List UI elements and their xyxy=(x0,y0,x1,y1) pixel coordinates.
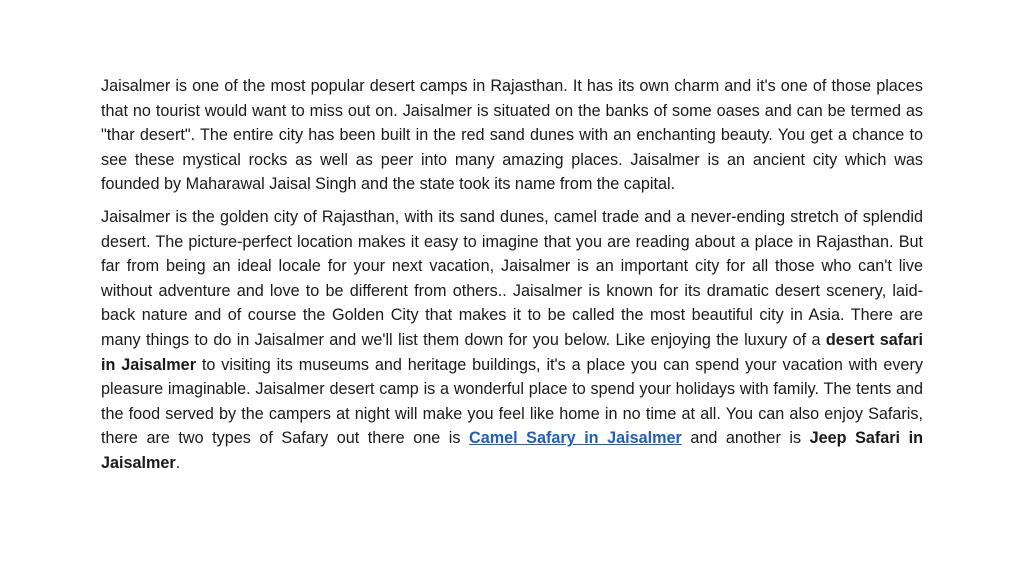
slide-content xyxy=(101,74,923,476)
paragraph-details xyxy=(101,205,923,476)
paragraph-text-1: Jaisalmer is the golden city of Rajasthan, with its sand dunes, camel trade and a never-ending stretch of splendid desert. The picture-perfect location makes it easy to imagine that you are reading about a place in Rajasthan. But far from being an ideal locale for your next vacation, Jaisalmer is an important city for all those who can't live without adventure and love to be different from others.. Jaisalmer is known for its dramatic desert scenery, laid-back nature and of course the Golden City that makes it to be called the most beautiful city in Asia. There are many things to do in Jaisalmer and we'll list them down for you below. Like enjoying the luxury of a xyxy=(101,207,923,349)
paragraph-text-3: and another is xyxy=(681,429,810,448)
desert-safari-phrase: desert safari in Jaisalmer xyxy=(101,330,924,374)
paragraph-text-2: to visiting its museums and heritage buildings, it's a place you can spend your vacation with every pleasure imaginable. Jaisalmer desert camp is a wonderful place to spend your holidays with family. The tents and the food served by the campers at night will make you feel like home in no time at all. You can also enjoy Safaris, there are two types of Safary out there one is xyxy=(101,355,923,448)
paragraph-intro: Jaisalmer is one of the most popular desert camps in Rajasthan. It has its own charm and it's one of those places that no tourist would want to miss out on. Jaisalmer is situated on the banks of some oases and can be termed as "thar desert". The entire city has been built in the red sand dunes with an enchanting beauty. You get a chance to see these mystical rocks as well as peer into many amazing places. Jaisalmer is an ancient city which was founded by Maharawal Jaisal Singh and the state took its name from the capital. xyxy=(101,77,923,194)
paragraph-text-4: . xyxy=(175,453,181,472)
camel-safari-link[interactable]: Camel Safary in Jaisalmer xyxy=(469,429,682,448)
jeep-safari-phrase: Jeep Safari in Jaisalmer xyxy=(101,429,923,472)
